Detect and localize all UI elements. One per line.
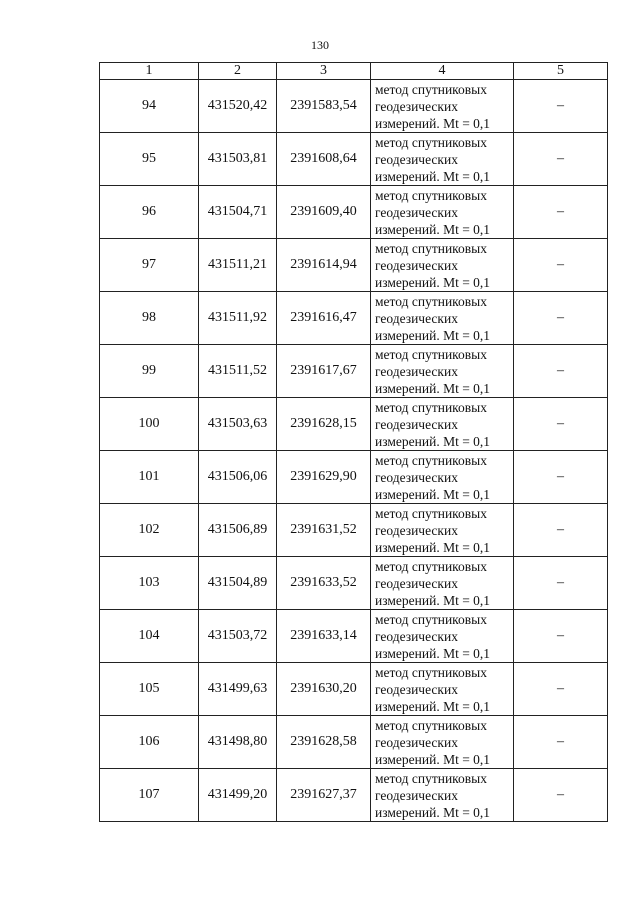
method-cell [371, 345, 514, 398]
method-line: геодезических [375, 734, 458, 750]
header-col-3: 3 [277, 63, 371, 80]
x-coordinate-cell: 431503,81 [199, 133, 277, 186]
x-coordinate-cell: 431511,92 [199, 292, 277, 345]
method-line: геодезических [375, 310, 458, 326]
note-cell: – [514, 557, 608, 610]
y-coordinate-cell: 2391629,90 [277, 451, 371, 504]
method-line: метод спутниковых [375, 717, 487, 733]
table-row [100, 133, 608, 186]
table-row [100, 80, 608, 133]
note-cell: – [514, 239, 608, 292]
method-line: метод спутниковых [375, 187, 487, 203]
y-coordinate-cell: 2391630,20 [277, 663, 371, 716]
y-coordinate-cell: 2391583,54 [277, 80, 371, 133]
method-cell [371, 133, 514, 186]
table-row [100, 292, 608, 345]
method-line: метод спутниковых [375, 293, 487, 309]
point-number-cell: 105 [100, 663, 199, 716]
method-line: геодезических [375, 151, 458, 167]
y-coordinate-cell: 2391628,15 [277, 398, 371, 451]
method-line: геодезических [375, 522, 458, 538]
method-line: геодезических [375, 204, 458, 220]
note-cell: – [514, 716, 608, 769]
method-line: измерений. Mt = 0,1 [375, 327, 491, 343]
point-number-cell: 94 [100, 80, 199, 133]
note-cell: – [514, 292, 608, 345]
method-line: измерений. Mt = 0,1 [375, 433, 491, 449]
method-line: геодезических [375, 257, 458, 273]
method-line: метод спутниковых [375, 770, 487, 786]
note-cell: – [514, 451, 608, 504]
y-coordinate-cell: 2391609,40 [277, 186, 371, 239]
point-number-cell: 97 [100, 239, 199, 292]
table-row [100, 345, 608, 398]
note-cell: – [514, 398, 608, 451]
method-line: метод спутниковых [375, 505, 487, 521]
x-coordinate-cell: 431498,80 [199, 716, 277, 769]
method-cell [371, 769, 514, 822]
y-coordinate-cell: 2391617,67 [277, 345, 371, 398]
table-row [100, 557, 608, 610]
header-col-5: 5 [514, 63, 608, 80]
point-number-cell: 100 [100, 398, 199, 451]
x-coordinate-cell: 431499,20 [199, 769, 277, 822]
method-line: метод спутниковых [375, 558, 487, 574]
note-cell: – [514, 504, 608, 557]
method-line: геодезических [375, 628, 458, 644]
point-number-cell: 101 [100, 451, 199, 504]
point-number-cell: 96 [100, 186, 199, 239]
method-line: измерений. Mt = 0,1 [375, 539, 491, 555]
header-col-2: 2 [199, 63, 277, 80]
method-line: метод спутниковых [375, 81, 487, 97]
method-line: геодезических [375, 787, 458, 803]
y-coordinate-cell: 2391631,52 [277, 504, 371, 557]
note-cell: – [514, 610, 608, 663]
method-cell [371, 716, 514, 769]
y-coordinate-cell: 2391614,94 [277, 239, 371, 292]
method-line: геодезических [375, 98, 458, 114]
y-coordinate-cell: 2391627,37 [277, 769, 371, 822]
point-number-cell: 104 [100, 610, 199, 663]
method-line: измерений. Mt = 0,1 [375, 115, 491, 131]
method-cell [371, 610, 514, 663]
point-number-cell: 107 [100, 769, 199, 822]
method-line: метод спутниковых [375, 240, 487, 256]
method-line: измерений. Mt = 0,1 [375, 804, 491, 820]
table-row [100, 186, 608, 239]
method-line: геодезических [375, 363, 458, 379]
point-number-cell: 95 [100, 133, 199, 186]
method-cell [371, 80, 514, 133]
method-line: измерений. Mt = 0,1 [375, 274, 491, 290]
point-number-cell: 98 [100, 292, 199, 345]
y-coordinate-cell: 2391608,64 [277, 133, 371, 186]
method-cell [371, 239, 514, 292]
method-cell [371, 504, 514, 557]
x-coordinate-cell: 431504,89 [199, 557, 277, 610]
header-col-4: 4 [371, 63, 514, 80]
point-number-cell: 103 [100, 557, 199, 610]
y-coordinate-cell: 2391633,14 [277, 610, 371, 663]
method-cell [371, 292, 514, 345]
note-cell: – [514, 769, 608, 822]
method-line: метод спутниковых [375, 452, 487, 468]
x-coordinate-cell: 431506,06 [199, 451, 277, 504]
method-line: измерений. Mt = 0,1 [375, 486, 491, 502]
table-row [100, 610, 608, 663]
table-row [100, 504, 608, 557]
x-coordinate-cell: 431511,21 [199, 239, 277, 292]
method-line: измерений. Mt = 0,1 [375, 221, 491, 237]
x-coordinate-cell: 431511,52 [199, 345, 277, 398]
method-line: метод спутниковых [375, 399, 487, 415]
table-row [100, 663, 608, 716]
method-cell [371, 398, 514, 451]
method-cell [371, 663, 514, 716]
table-header [100, 63, 608, 80]
method-line: измерений. Mt = 0,1 [375, 645, 491, 661]
point-number-cell: 99 [100, 345, 199, 398]
method-line: геодезических [375, 416, 458, 432]
method-line: геодезических [375, 575, 458, 591]
coordinates-table [99, 62, 608, 822]
note-cell: – [514, 80, 608, 133]
note-cell: – [514, 133, 608, 186]
method-line: метод спутниковых [375, 611, 487, 627]
table-body [100, 80, 608, 822]
method-line: метод спутниковых [375, 346, 487, 362]
table-row [100, 398, 608, 451]
x-coordinate-cell: 431506,89 [199, 504, 277, 557]
method-line: измерений. Mt = 0,1 [375, 380, 491, 396]
method-cell [371, 557, 514, 610]
y-coordinate-cell: 2391633,52 [277, 557, 371, 610]
x-coordinate-cell: 431520,42 [199, 80, 277, 133]
method-line: геодезических [375, 469, 458, 485]
method-line: измерений. Mt = 0,1 [375, 751, 491, 767]
note-cell: – [514, 345, 608, 398]
method-cell [371, 451, 514, 504]
method-cell [371, 186, 514, 239]
x-coordinate-cell: 431503,72 [199, 610, 277, 663]
note-cell: – [514, 186, 608, 239]
page-number: 130 [311, 38, 329, 52]
method-line: метод спутниковых [375, 134, 487, 150]
note-cell: – [514, 663, 608, 716]
point-number-cell: 106 [100, 716, 199, 769]
method-line: метод спутниковых [375, 664, 487, 680]
table-row [100, 451, 608, 504]
table-row [100, 769, 608, 822]
table-row [100, 239, 608, 292]
method-line: измерений. Mt = 0,1 [375, 168, 491, 184]
y-coordinate-cell: 2391628,58 [277, 716, 371, 769]
method-line: измерений. Mt = 0,1 [375, 698, 491, 714]
x-coordinate-cell: 431503,63 [199, 398, 277, 451]
table-row [100, 716, 608, 769]
x-coordinate-cell: 431499,63 [199, 663, 277, 716]
y-coordinate-cell: 2391616,47 [277, 292, 371, 345]
method-line: измерений. Mt = 0,1 [375, 592, 491, 608]
x-coordinate-cell: 431504,71 [199, 186, 277, 239]
header-col-1: 1 [100, 63, 199, 80]
header-row [100, 63, 608, 80]
method-line: геодезических [375, 681, 458, 697]
point-number-cell: 102 [100, 504, 199, 557]
